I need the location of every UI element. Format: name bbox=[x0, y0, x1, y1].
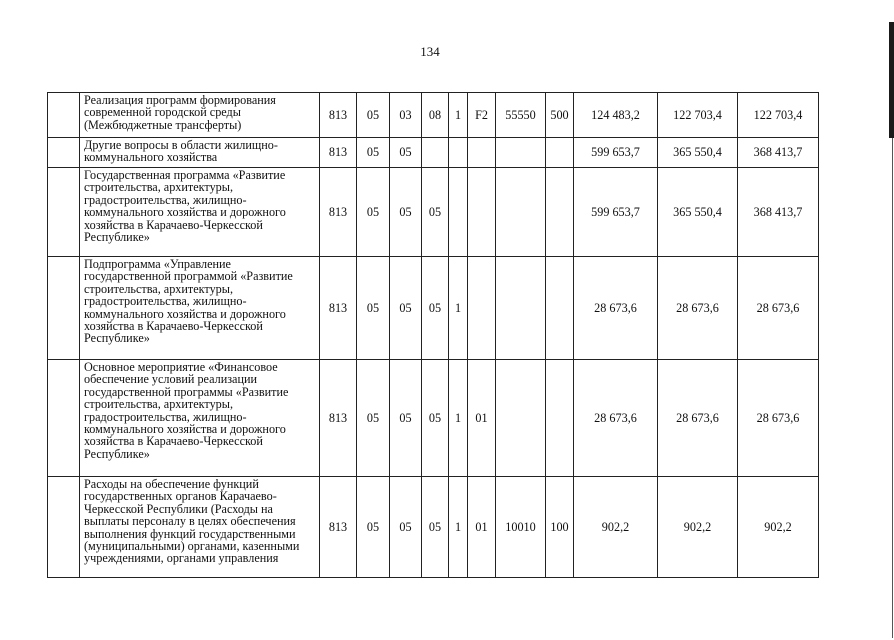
code-section: 05 bbox=[357, 477, 390, 578]
code-expense-type bbox=[546, 257, 574, 360]
amount-year-3: 122 703,4 bbox=[738, 93, 819, 138]
code-subprogram: 1 bbox=[449, 360, 468, 477]
code-subsection: 05 bbox=[390, 360, 422, 477]
code-direction bbox=[496, 168, 546, 257]
row-name: Подпрограмма «Управление государственной программой «Развитие строительства, архитектуры, градостроительства, жилищно-коммунального хозяйства и дорожного хозяйства в Карачаево-Черкесской Республике» bbox=[80, 257, 320, 360]
code-ministry: 813 bbox=[320, 93, 357, 138]
amount-year-2: 365 550,4 bbox=[658, 138, 738, 168]
code-section: 05 bbox=[357, 93, 390, 138]
code-program: 05 bbox=[422, 257, 449, 360]
code-activity bbox=[468, 257, 496, 360]
amount-year-2: 902,2 bbox=[658, 477, 738, 578]
code-program: 05 bbox=[422, 360, 449, 477]
code-expense-type: 500 bbox=[546, 93, 574, 138]
row-name: Основное мероприятие «Финансовое обеспечение условий реализации государственной программы «Развитие строительства, архитектуры, градостроительства, жилищно-коммунального хозяйства и дорожного хозяйства в Карачаево-Черкесской Республике» bbox=[80, 360, 320, 477]
blank-cell bbox=[48, 138, 80, 168]
blank-cell bbox=[48, 93, 80, 138]
row-name: Государственная программа «Развитие строительства, архитектуры, градостроительства, жилищно-коммунального хозяйства и дорожного хозяйства в Карачаево-Черкесской Республике» bbox=[80, 168, 320, 257]
budget-table bbox=[47, 92, 819, 578]
amount-year-3: 368 413,7 bbox=[738, 138, 819, 168]
amount-year-2: 365 550,4 bbox=[658, 168, 738, 257]
code-subsection: 05 bbox=[390, 477, 422, 578]
code-direction bbox=[496, 138, 546, 168]
scan-edge-bar bbox=[889, 22, 894, 138]
table-row bbox=[48, 168, 819, 257]
amount-year-1: 902,2 bbox=[574, 477, 658, 578]
table-row bbox=[48, 257, 819, 360]
code-program: 08 bbox=[422, 93, 449, 138]
code-subprogram bbox=[449, 138, 468, 168]
amount-year-3: 368 413,7 bbox=[738, 168, 819, 257]
amount-year-1: 28 673,6 bbox=[574, 257, 658, 360]
code-subsection: 05 bbox=[390, 138, 422, 168]
amount-year-2: 122 703,4 bbox=[658, 93, 738, 138]
amount-year-3: 28 673,6 bbox=[738, 360, 819, 477]
code-activity: F2 bbox=[468, 93, 496, 138]
code-activity: 01 bbox=[468, 477, 496, 578]
amount-year-2: 28 673,6 bbox=[658, 257, 738, 360]
code-expense-type bbox=[546, 360, 574, 477]
code-activity: 01 bbox=[468, 360, 496, 477]
code-subprogram: 1 bbox=[449, 477, 468, 578]
code-subsection: 05 bbox=[390, 257, 422, 360]
code-direction bbox=[496, 360, 546, 477]
code-ministry: 813 bbox=[320, 138, 357, 168]
code-direction: 55550 bbox=[496, 93, 546, 138]
row-name: Другие вопросы в области жилищно-коммунального хозяйства bbox=[80, 138, 320, 168]
code-expense-type bbox=[546, 168, 574, 257]
row-name: Расходы на обеспечение функций государственных органов Карачаево-Черкесской Республики (Расходы на выплаты персоналу в целях обеспечения выполнения функций государственными (муниципальными) органами, казенными учреждениями, органами управления bbox=[80, 477, 320, 578]
amount-year-1: 599 653,7 bbox=[574, 138, 658, 168]
table-row bbox=[48, 360, 819, 477]
code-subsection: 03 bbox=[390, 93, 422, 138]
code-subprogram bbox=[449, 168, 468, 257]
scan-edge-line bbox=[892, 138, 894, 638]
blank-cell bbox=[48, 168, 80, 257]
code-ministry: 813 bbox=[320, 477, 357, 578]
table-row bbox=[48, 93, 819, 138]
table-row bbox=[48, 477, 819, 578]
blank-cell bbox=[48, 477, 80, 578]
code-section: 05 bbox=[357, 168, 390, 257]
code-program: 05 bbox=[422, 168, 449, 257]
page-number: 134 bbox=[420, 44, 440, 59]
table-row bbox=[48, 138, 819, 168]
code-section: 05 bbox=[357, 138, 390, 168]
code-ministry: 813 bbox=[320, 360, 357, 477]
code-ministry: 813 bbox=[320, 168, 357, 257]
blank-cell bbox=[48, 360, 80, 477]
blank-cell bbox=[48, 257, 80, 360]
row-name: Реализация программ формирования современной городской среды (Межбюджетные трансферты) bbox=[80, 93, 320, 138]
code-section: 05 bbox=[357, 257, 390, 360]
amount-year-1: 599 653,7 bbox=[574, 168, 658, 257]
code-ministry: 813 bbox=[320, 257, 357, 360]
code-program bbox=[422, 138, 449, 168]
code-direction: 10010 bbox=[496, 477, 546, 578]
code-subsection: 05 bbox=[390, 168, 422, 257]
amount-year-3: 902,2 bbox=[738, 477, 819, 578]
code-activity bbox=[468, 138, 496, 168]
amount-year-3: 28 673,6 bbox=[738, 257, 819, 360]
code-subprogram: 1 bbox=[449, 257, 468, 360]
code-section: 05 bbox=[357, 360, 390, 477]
code-subprogram: 1 bbox=[449, 93, 468, 138]
code-expense-type: 100 bbox=[546, 477, 574, 578]
budget-table-body bbox=[48, 93, 819, 578]
amount-year-1: 28 673,6 bbox=[574, 360, 658, 477]
amount-year-2: 28 673,6 bbox=[658, 360, 738, 477]
code-expense-type bbox=[546, 138, 574, 168]
code-program: 05 bbox=[422, 477, 449, 578]
code-direction bbox=[496, 257, 546, 360]
code-activity bbox=[468, 168, 496, 257]
amount-year-1: 124 483,2 bbox=[574, 93, 658, 138]
